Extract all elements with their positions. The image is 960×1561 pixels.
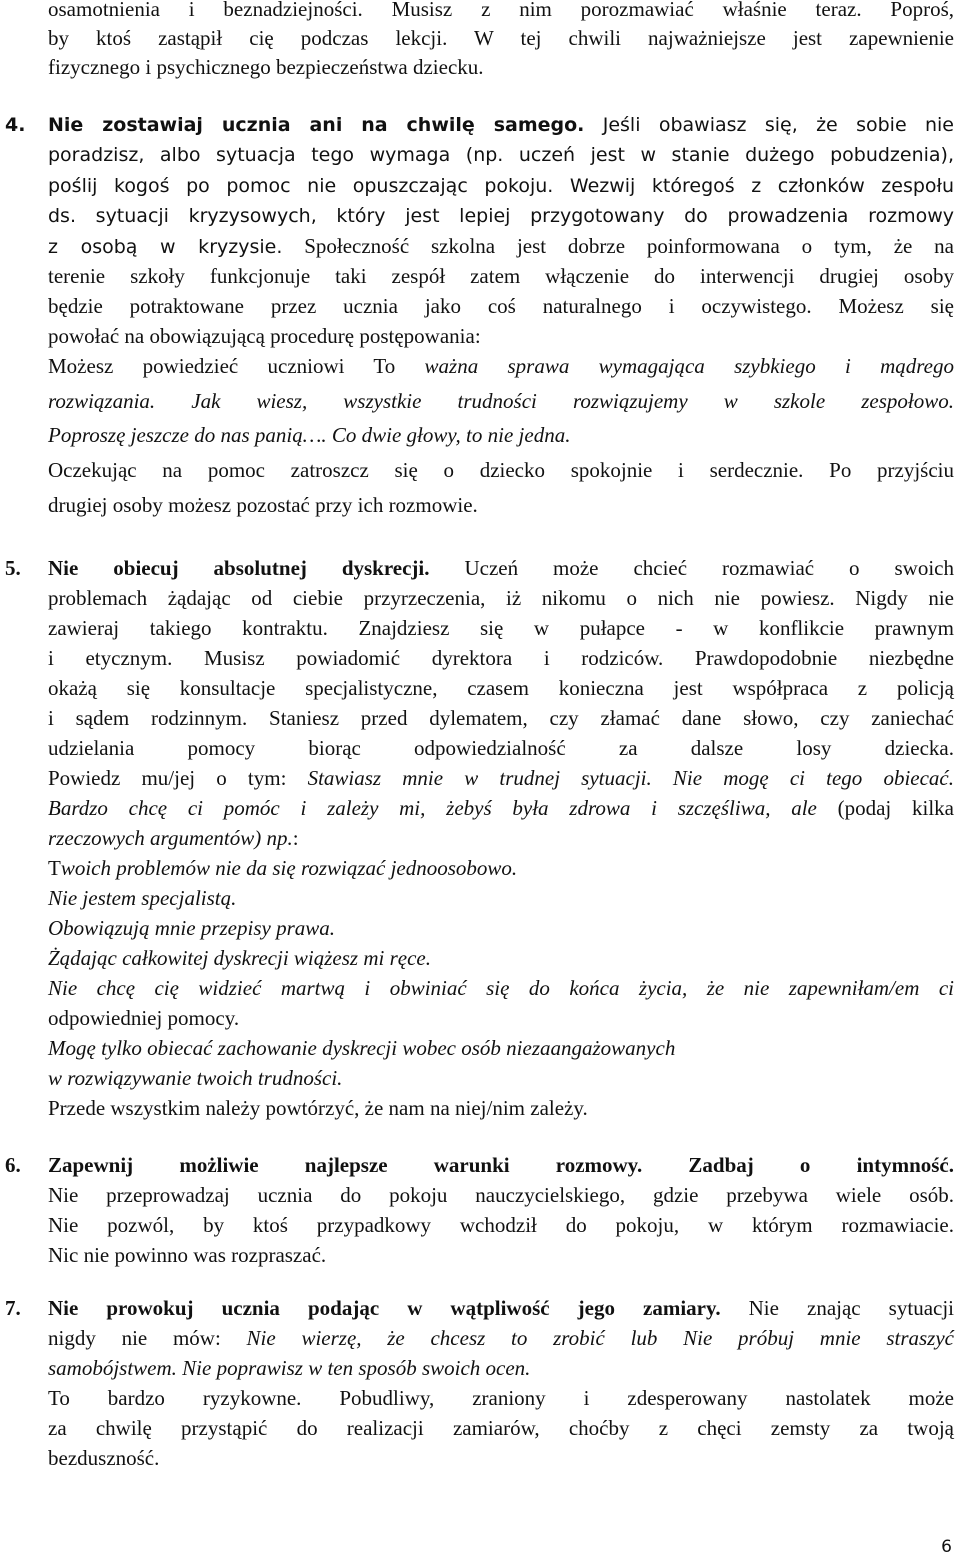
text-span: odpowiedniej pomocy.	[48, 1006, 240, 1030]
section-4-line	[48, 422, 570, 448]
section-5-line	[48, 975, 954, 1001]
section-5-line	[48, 795, 954, 821]
section-5-heading: Nie obiecuj absolutnej dyskrecji.	[48, 556, 430, 580]
section-4-line	[48, 293, 954, 319]
section-5-line	[48, 555, 954, 581]
text-span: zawieraj takiego kontraktu. Znajdziesz się w pułapce - w konflikcie prawnym	[48, 616, 954, 640]
text-span: Powiedz mu/jej o tym:	[48, 766, 308, 790]
section-4-line	[48, 492, 478, 518]
section-4-line	[48, 457, 954, 483]
italic-span: Nie wierzę, że chcesz to zrobić lub Nie próbuj mnie straszyć	[246, 1326, 954, 1350]
text-span: osamotnienia i beznadziejności. Musisz z nim porozmawiać właśnie teraz. Poproś,	[48, 0, 954, 21]
section-5-line	[48, 1095, 588, 1121]
text-span: To bardzo ryzykowne. Pobudliwy, zraniony i zdesperowany nastolatek może	[48, 1386, 954, 1410]
text-span: ds. sytuacji kryzysowych, który jest lepiej przygotowany do prowadzenia rozmowy	[48, 205, 954, 227]
italic-span: Bardzo chcę ci pomóc i zależy mi, żebyś była zdrowa i szczęśliwa, ale	[48, 796, 817, 820]
section-number: 4.	[5, 114, 26, 136]
text-span: terenie szkoły funkcjonuje taki zespół zatem włączenie do interwencji drugiej osoby	[48, 264, 954, 288]
italic-span: Mogę tylko obiecać zachowanie dyskrecji wobec osób niezaangażowanych	[48, 1036, 676, 1060]
section-5-line	[48, 585, 954, 611]
section-4-line	[48, 112, 954, 138]
text-span: Przede wszystkim należy powtórzyć, że nam na niej/nim zależy.	[48, 1096, 588, 1120]
text-span: fizycznego i psychicznego bezpieczeństwa dziecku.	[48, 55, 484, 79]
italic-span: Nie jestem specjalistą.	[48, 886, 237, 910]
section-5-line	[48, 765, 954, 791]
section-5-line	[48, 1035, 675, 1061]
section-6-line	[48, 1152, 954, 1178]
text-span: Oczekując na pomoc zatroszcz się o dziecko spokojnie i serdecznie. Po przyjściu	[48, 458, 954, 482]
section-7-line	[48, 1325, 954, 1351]
text-span: drugiej osoby możesz pozostać przy ich rozmowie.	[48, 493, 478, 517]
text-span: nigdy nie mów:	[48, 1326, 247, 1350]
section-7-heading: Nie prowokuj ucznia podając w wątpliwość jego zamiary.	[48, 1296, 721, 1320]
section-5-line	[48, 915, 335, 941]
italic-span: Żądając całkowitej dyskrecji wiążesz mi ręce.	[48, 946, 431, 970]
text-span: :	[292, 826, 299, 850]
section-7-line	[48, 1355, 530, 1381]
section-5-line	[48, 1005, 239, 1031]
section-5-line	[48, 855, 517, 881]
section-4-line	[48, 203, 954, 229]
section-6-line	[48, 1212, 954, 1238]
section-6-line	[48, 1242, 326, 1268]
text-span: by ktoś zastąpił cię podczas lekcji. W tej chwili najważniejsze jest zapewnienie	[48, 26, 954, 50]
section-4-heading: Nie zostawiaj ucznia ani na chwilę samego.	[48, 114, 585, 136]
italic-span: w rozwiązywanie twoich trudności.	[48, 1066, 343, 1090]
text-span: z osobą w kryzysie.	[48, 236, 283, 258]
section-4-line	[48, 142, 954, 168]
text-span: poślij kogoś po pomoc nie opuszczając pokoju. Wezwij któregoś z członków zespołu	[48, 175, 954, 197]
text-span: Nie przeprowadzaj ucznia do pokoju nauczycielskiego, gdzie przebywa wiele osób.	[48, 1183, 954, 1207]
italic-span: rozwiązania. Jak wiesz, wszystkie trudności rozwiązujemy w szkole zespołowo.	[48, 389, 954, 413]
section-number: 6.	[5, 1153, 21, 1177]
section-4-line	[48, 173, 954, 199]
text-span: (podaj kilka	[816, 796, 954, 820]
text-span: T	[48, 856, 61, 880]
section-6-heading: Zapewnij możliwie najlepsze warunki rozmowy. Zadbaj o intymność.	[48, 1153, 954, 1177]
text-span: udzielania pomocy biorąc odpowiedzialność za dalsze losy dziecka.	[48, 736, 954, 760]
section-number: 5.	[5, 556, 21, 580]
section-5-line	[48, 735, 954, 761]
intro-line	[48, 0, 954, 22]
section-7-line	[48, 1445, 159, 1471]
text-span: Społeczność szkolna jest dobrze poinformowana o tym, że na	[282, 234, 954, 258]
section-7-line	[48, 1415, 954, 1441]
intro-line	[48, 54, 484, 80]
italic-span: woich problemów nie da się rozwiązać jednoosobowo.	[60, 856, 518, 880]
text-span: Nic nie powinno was rozpraszać.	[48, 1243, 327, 1267]
section-7-line	[48, 1295, 954, 1321]
text-span: za chwilę przystąpić do realizacji zamiarów, choćby z chęci zemsty za twoją	[48, 1416, 954, 1440]
section-4-line	[48, 353, 954, 379]
italic-span: ważna sprawa wymagająca szybkiego i mądrego	[424, 354, 954, 378]
italic-span: Stawiasz mnie w trudnej sytuacji. Nie mogę ci tego obiecać.	[307, 766, 954, 790]
section-4-line	[48, 263, 954, 289]
text-span: powołać na obowiązującą procedurę postępowania:	[48, 324, 481, 348]
section-4-line	[48, 388, 954, 414]
text-span: Nie znając sytuacji	[720, 1296, 955, 1320]
section-6-line	[48, 1182, 954, 1208]
italic-span: Nie chcę cię widzieć martwą i obwiniać się do końca życia, że nie zapewniłam/em ci	[48, 976, 954, 1000]
text-span: bezduszność.	[48, 1446, 160, 1470]
intro-line	[48, 25, 954, 51]
section-5-line	[48, 1065, 342, 1091]
section-5-line	[48, 945, 431, 971]
section-4-line	[48, 233, 954, 260]
italic-span: rzeczowych argumentów) np.	[48, 826, 293, 850]
section-7-line	[48, 1385, 954, 1411]
italic-span: samobójstwem. Nie poprawisz w ten sposób swoich ocen.	[48, 1356, 531, 1380]
section-5-line	[48, 615, 954, 641]
text-span: Możesz powiedzieć uczniowi To	[48, 354, 425, 378]
section-5-line	[48, 675, 954, 701]
section-number: 7.	[5, 1296, 21, 1320]
text-span: okażą się konsultacje specjalistyczne, czasem konieczna jest współpraca z policją	[48, 676, 954, 700]
text-span: problemach żądając od ciebie przyrzeczenia, iż nikomu o nich nie powiesz. Nigdy nie	[48, 586, 954, 610]
page-number: 6	[941, 1537, 952, 1557]
text-span: poradzisz, albo sytuacja tego wymaga (np. uczeń jest w stanie dużego pobudzenia),	[48, 144, 954, 166]
text-span: będzie potraktowane przez ucznia jako coś naturalnego i oczywistego. Możesz się	[48, 294, 954, 318]
italic-span: Obowiązują mnie przepisy prawa.	[48, 916, 336, 940]
section-5-line	[48, 705, 954, 731]
text-span: Jeśli obawiasz się, że sobie nie	[584, 114, 954, 136]
section-5-line	[48, 645, 954, 671]
text-span: Nie pozwól, by ktoś przypadkowy wchodził do pokoju, w którym rozmawiacie.	[48, 1213, 954, 1237]
text-span: Uczeń może chcieć rozmawiać o swoich	[429, 556, 954, 580]
text-span: i etycznym. Musisz powiadomić dyrektora i rodziców. Prawdopodobnie niezbędne	[48, 646, 954, 670]
italic-span: Poproszę jeszcze do nas panią…. Co dwie głowy, to nie jedna.	[48, 423, 571, 447]
section-5-line	[48, 825, 299, 851]
text-span: i sądem rodzinnym. Staniesz przed dylematem, czy złamać dane słowo, czy zaniechać	[48, 706, 954, 730]
section-5-line	[48, 885, 236, 911]
section-4-line	[48, 323, 481, 349]
